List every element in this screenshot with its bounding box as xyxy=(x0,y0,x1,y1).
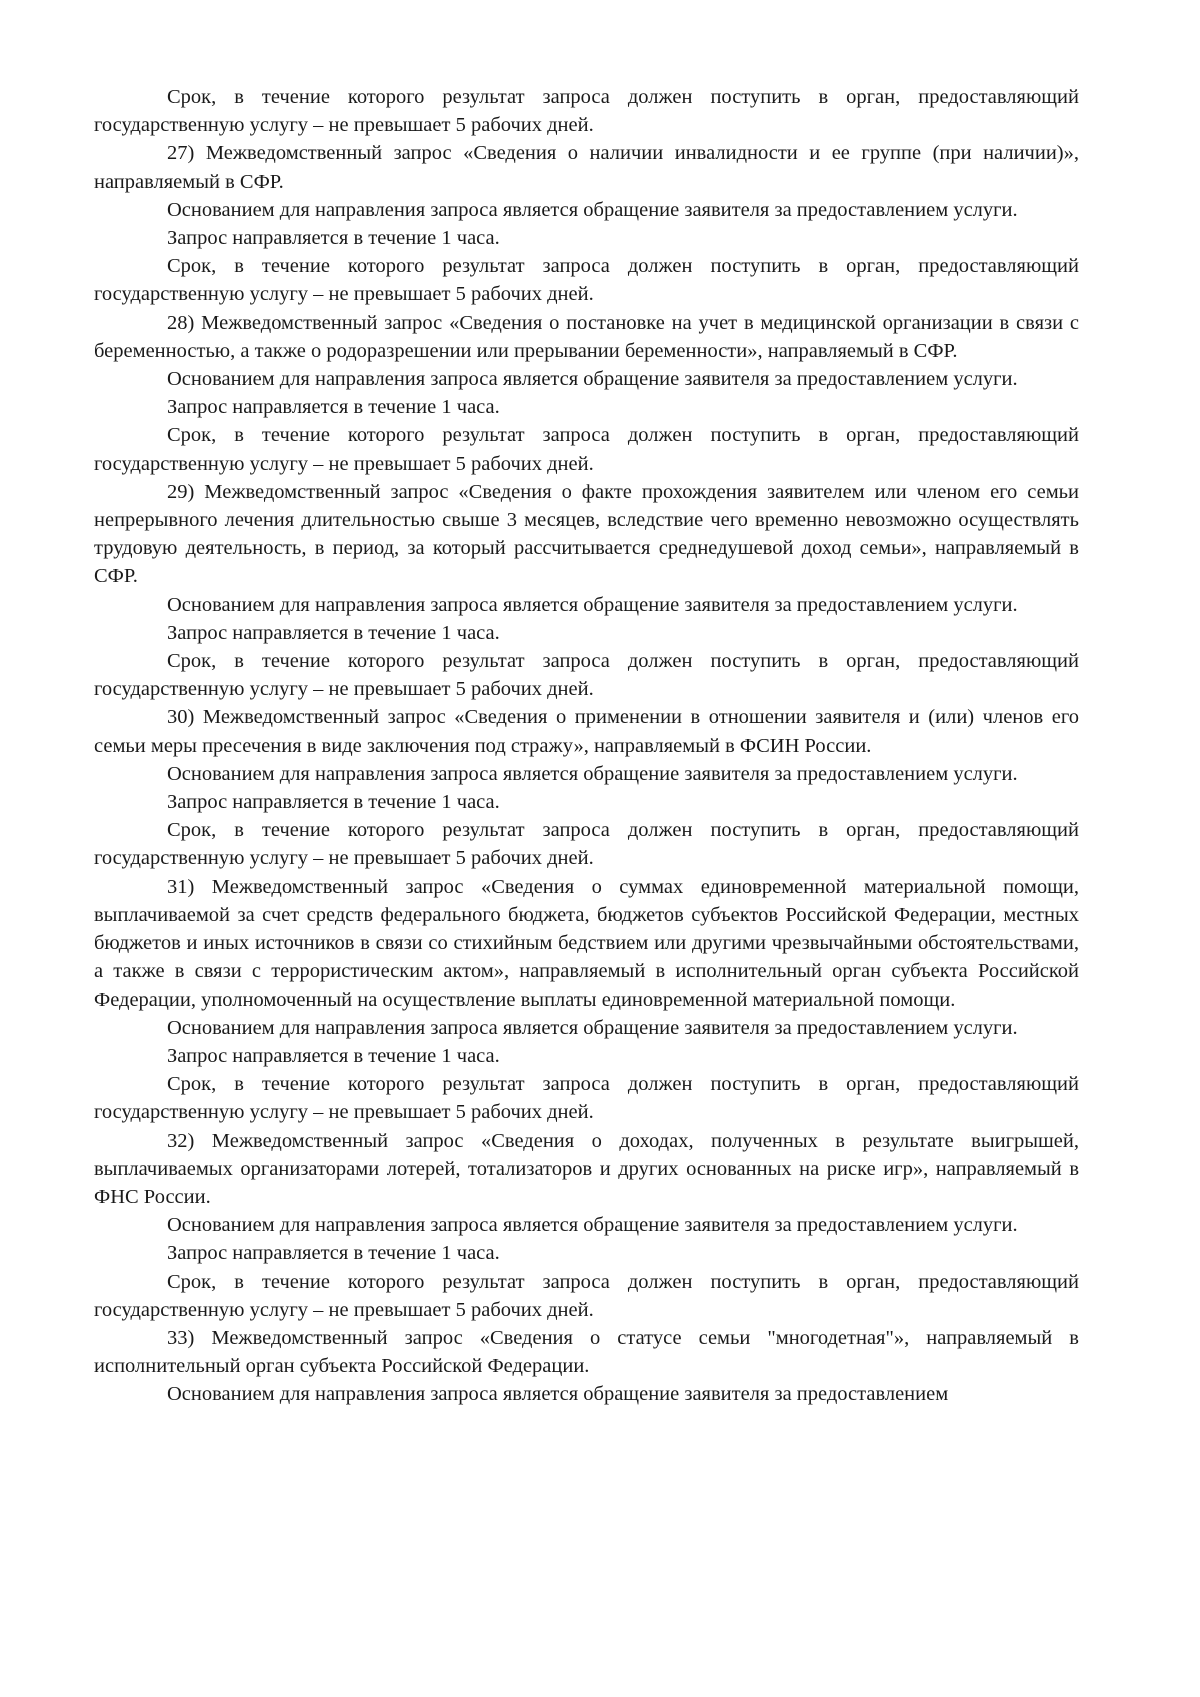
paragraph-request-31: 31) Межведомственный запрос «Сведения о суммах единовременной материальной помощи, выплачиваемой за счет средств федерального бюджета, бюджетов субъектов Российской Федерации, местных бюджетов и иных источников в связи со стихийным бедствием или другими чрезвычайными обстоятельствами, а также в связи с террористическим актом», направляемый в исполнительный орган субъекта Российской Федерации, уполномоченный на осуществление выплаты единовременной материальной помощи. xyxy=(94,875,1079,1011)
paragraph-request-33: 33) Межведомственный запрос «Сведения о статусе семьи "многодетная"», направляемый в исполнительный орган субъекта Российской Федерации. xyxy=(94,1326,1079,1378)
paragraph-term-1: Срок, в течение которого результат запроса должен поступить в орган, предоставляющий государственную услугу – не превышает 5 рабочих дней. xyxy=(94,86,1079,137)
paragraph-term-30: Срок, в течение которого результат запроса должен поступить в орган, предоставляющий государственную услугу – не превышает 5 рабочих дней. xyxy=(94,819,1079,870)
paragraph-request-27: 27) Межведомственный запрос «Сведения о наличии инвалидности и ее группе (при наличии)», направляемый в СФР. xyxy=(94,142,1079,193)
paragraph-basis-29: Основанием для направления запроса является обращение заявителя за предоставлением услуги. xyxy=(167,593,1018,616)
paragraph-request-28: 28) Межведомственный запрос «Сведения о постановке на учет в медицинской организации в связи с беременностью, а также о родоразрешении или прерывании беременности», направляемый в СФР. xyxy=(94,311,1079,362)
paragraph-sent-32: Запрос направляется в течение 1 часа. xyxy=(167,1242,500,1265)
paragraph-term-28: Срок, в течение которого результат запроса должен поступить в орган, предоставляющий государственную услугу – не превышает 5 рабочих дней. xyxy=(94,424,1079,475)
paragraph-sent-30: Запрос направляется в течение 1 часа. xyxy=(167,791,500,814)
paragraph-basis-32: Основанием для направления запроса является обращение заявителя за предоставлением услуги. xyxy=(167,1214,1018,1237)
paragraph-term-32: Срок, в течение которого результат запроса должен поступить в орган, предоставляющий государственную услугу – не превышает 5 рабочих дней. xyxy=(94,1270,1079,1321)
paragraph-sent-28: Запрос направляется в течение 1 часа. xyxy=(167,396,500,419)
paragraph-basis-30: Основанием для направления запроса является обращение заявителя за предоставлением услуги. xyxy=(167,762,1018,785)
paragraph-basis-33: Основанием для направления запроса является обращение заявителя за предоставлением xyxy=(167,1383,949,1406)
paragraph-sent-29: Запрос направляется в течение 1 часа. xyxy=(167,621,500,644)
paragraph-basis-27: Основанием для направления запроса является обращение заявителя за предоставлением услуги. xyxy=(167,198,1018,221)
paragraph-request-29: 29) Межведомственный запрос «Сведения о факте прохождения заявителем или членом его семьи непрерывного лечения длительностью свыше 3 месяцев, вследствие чего временно невозможно осуществлять трудовую деятельность, в период, за который рассчитывается среднедушевой доход семьи», направляемый в СФР. xyxy=(94,480,1079,588)
paragraph-term-31: Срок, в течение которого результат запроса должен поступить в орган, предоставляющий государственную услугу – не превышает 5 рабочих дней. xyxy=(94,1073,1079,1124)
paragraph-term-27: Срок, в течение которого результат запроса должен поступить в орган, предоставляющий государственную услугу – не превышает 5 рабочих дней. xyxy=(94,255,1079,306)
paragraph-term-29: Срок, в течение которого результат запроса должен поступить в орган, предоставляющий государственную услугу – не превышает 5 рабочих дней. xyxy=(94,650,1079,701)
paragraph-request-32: 32) Межведомственный запрос «Сведения о доходах, полученных в результате выигрышей, выплачиваемых организаторами лотерей, тотализаторов и других основанных на риске игр», направляемый в ФНС России. xyxy=(94,1129,1079,1208)
paragraph-basis-31: Основанием для направления запроса является обращение заявителя за предоставлением услуги. xyxy=(167,1016,1018,1039)
paragraph-sent-27: Запрос направляется в течение 1 часа. xyxy=(167,227,500,250)
paragraph-request-30: 30) Межведомственный запрос «Сведения о применении в отношении заявителя и (или) членов его семьи меры пресечения в виде заключения под стражу», направляемый в ФСИН России. xyxy=(94,706,1079,757)
document-body xyxy=(94,83,1079,1409)
paragraph-basis-28: Основанием для направления запроса является обращение заявителя за предоставлением услуги. xyxy=(167,368,1018,391)
paragraph-sent-31: Запрос направляется в течение 1 часа. xyxy=(167,1044,500,1067)
